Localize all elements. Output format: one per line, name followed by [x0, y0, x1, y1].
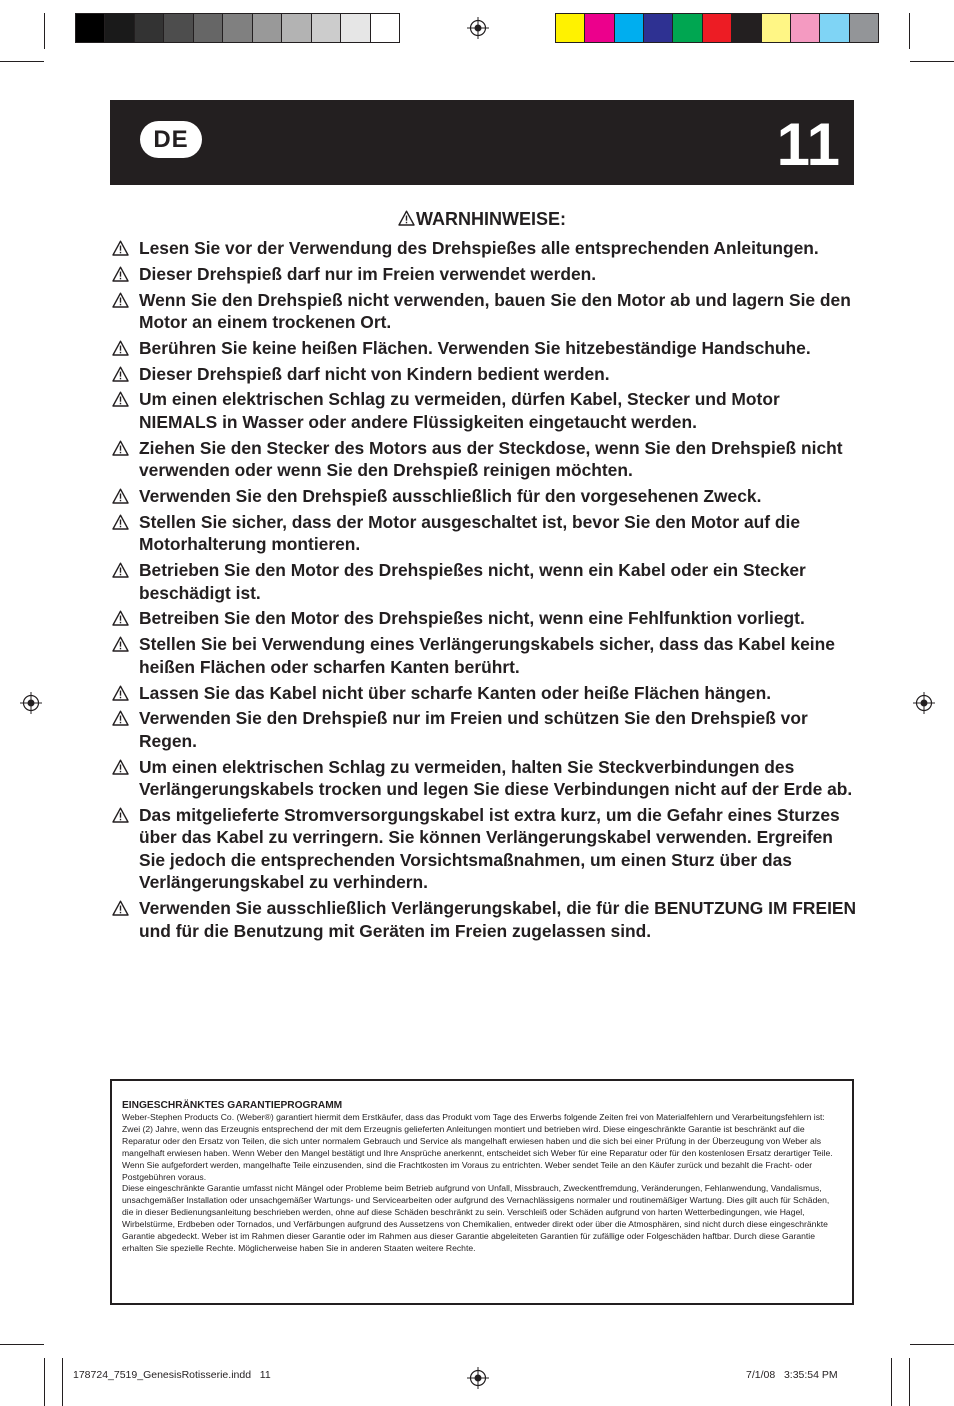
warning-item: [110, 263, 860, 286]
slug-timestamp: 7/1/08 3:35:54 PM: [746, 1369, 838, 1381]
warning-triangle-icon: [112, 488, 129, 504]
warning-text: Berühren Sie keine heißen Flächen. Verwenden Sie hitzebeständige Handschuhe.: [139, 337, 811, 358]
color-swatch: [850, 14, 878, 42]
color-swatch: [105, 14, 134, 42]
warning-triangle-icon: [112, 240, 129, 256]
warning-text: Lassen Sie das Kabel nicht über scharfe Kanten oder heiße Flächen hängen.: [139, 682, 772, 703]
warning-item: [110, 559, 860, 604]
page-header-band: [110, 100, 854, 185]
warning-triangle-icon: [112, 440, 129, 456]
registration-mark-icon: [913, 692, 935, 714]
warning-text: Dieser Drehspieß darf nur im Freien verwendet werden.: [139, 263, 597, 284]
registration-mark-icon: [467, 1367, 489, 1389]
warning-item: [110, 237, 860, 260]
color-swatch: [253, 14, 282, 42]
crop-mark: [910, 61, 954, 62]
warranty-paragraph: Diese eingeschränkte Garantie umfasst nicht Mängel oder Probleme beim Betrieb aufgrund von Unfall, Missbrauch, Zweckentfremdung, Veränderungen, Fehlanwendung, Vandalismus, unsachgemäßer Installation oder unsachgemäßer Wartungs- und Servicearbeiten oder aufgrund des Vernachlässigens normaler und routinemäßiger Wartung. Dies gilt auch für Schäden, die in dieser Bedienungsanleitung beschrieben werden, ohne auf diese Schäden beschränkt zu sein. Verschleiß oder Schäden aufgrund von harten Wetterbedingungen, wie Hagel, Wirbelstürme, Erdbeben oder Tornados, und Verfärbungen aufgrund des Aussetzens von Chemikalien, entweder direkt oder über die Atmosphären, sind nicht durch diese eingeschränkte Garantie abgedeckt. Weber ist im Rahmen dieser Garantie oder im Rahmen aus dieser Garantie abgeleiteten Garantien für zufällige oder Folgeschäden haftbar. Durch diese Garantie erhalten Sie spezielle Rechte. Möglicherweise haben Sie in anderen Staaten weitere Rechte.: [122, 1183, 830, 1253]
registration-mark-icon: [20, 692, 42, 714]
language-badge: DE: [140, 121, 202, 158]
warning-item: [110, 388, 860, 433]
slug-frame-line: [62, 1358, 63, 1406]
crop-mark: [44, 13, 45, 49]
crop-mark: [909, 13, 910, 49]
warning-text: Betreiben Sie den Motor des Drehspießes nicht, wenn eine Fehlfunktion vorliegt.: [139, 608, 805, 629]
color-swatch: [585, 14, 614, 42]
warning-triangle-icon: [112, 366, 129, 382]
warning-item: [110, 289, 860, 334]
color-swatch: [223, 14, 252, 42]
warning-triangle-icon: [112, 514, 129, 530]
warranty-title: EINGESCHRÄNKTES GARANTIEPROGRAMM: [122, 1100, 343, 1111]
warning-item: [110, 437, 860, 482]
color-swatch: [371, 14, 399, 42]
warning-triangle-icon: [112, 266, 129, 282]
crop-mark: [909, 1358, 910, 1406]
color-swatch: [673, 14, 702, 42]
color-swatch: [135, 14, 164, 42]
warning-text: Ziehen Sie den Stecker des Motors aus der Steckdose, wenn Sie den Drehspieß nicht verwenden oder wenn Sie den Drehspieß reinigen möchten.: [139, 437, 843, 481]
color-swatch: [820, 14, 849, 42]
warning-text: Wenn Sie den Drehspieß nicht verwenden, bauen Sie den Motor ab und lagern Sie den Motor an einem trockenen Ort.: [139, 289, 851, 333]
warning-text: Betrieben Sie den Motor des Drehspießes nicht, wenn ein Kabel oder ein Stecker beschädigt ist.: [139, 560, 806, 603]
warning-text: Verwenden Sie den Drehspieß nur im Freien und schützen Sie den Drehspieß vor Regen.: [139, 708, 808, 751]
slug-filename: 178724_7519_GenesisRotisserie.indd 11: [73, 1369, 271, 1381]
warning-text: Verwenden Sie ausschließlich Verlängerungskabel, die für die BENUTZUNG IM FREIEN und für die Benutzung mit Geräten im Freien zugelassen sind.: [139, 898, 857, 941]
crop-mark: [44, 1358, 45, 1406]
warning-item: [110, 485, 860, 508]
warning-triangle-icon: [112, 391, 129, 407]
color-swatch: [164, 14, 193, 42]
color-swatch: [341, 14, 370, 42]
color-swatch: [762, 14, 791, 42]
warning-triangle-icon: [112, 900, 129, 916]
warning-item: [110, 756, 860, 801]
color-swatch: [194, 14, 223, 42]
warning-text: Stellen Sie sicher, dass der Motor ausgeschaltet ist, bevor Sie den Motor auf die Motorhalterung montieren.: [139, 511, 801, 555]
warning-triangle-icon: [112, 610, 129, 626]
warning-item: [110, 804, 860, 894]
grayscale-strip: [75, 13, 400, 43]
warning-triangle-icon: [112, 759, 129, 775]
crop-mark: [0, 61, 44, 62]
warning-item: [110, 607, 860, 630]
warning-text: Das mitgelieferte Stromversorgungskabel ist extra kurz, um die Gefahr eines Sturzes über das Kabel zu verringern. Sie können Verlängerungskabel verwenden. Ergreifen Sie jedoch die entsprechenden Vorsichtsmaßnahmen, um einen Sturz über das Verlängerungskabel zu verhindern.: [139, 804, 840, 893]
color-swatch: [556, 14, 585, 42]
process-color-strip: [555, 13, 879, 43]
color-swatch: [703, 14, 732, 42]
page-number: 11: [776, 111, 840, 178]
warning-triangle-icon: [398, 210, 415, 226]
warning-item: [110, 707, 860, 752]
color-swatch: [644, 14, 673, 42]
warning-text: Lesen Sie vor der Verwendung des Drehspießes alle entsprechenden Anleitungen.: [139, 238, 819, 258]
warning-triangle-icon: [112, 636, 129, 652]
warning-item: [110, 897, 860, 942]
warning-triangle-icon: [112, 340, 129, 356]
warning-triangle-icon: [112, 807, 129, 823]
color-swatch: [312, 14, 341, 42]
warning-item: [110, 633, 860, 678]
color-swatch: [732, 14, 761, 42]
crop-mark: [0, 1344, 44, 1345]
crop-mark: [910, 1344, 954, 1345]
warning-item: [110, 511, 860, 556]
warnings-heading-text: WARNHINWEISE:: [416, 209, 566, 229]
warning-text: Um einen elektrischen Schlag zu vermeiden, halten Sie Steckverbindungen des Verlängerungskabels trocken und legen Sie diese Verbindungen nicht auf der Erde ab.: [139, 756, 853, 800]
warning-triangle-icon: [112, 292, 129, 308]
warnings-heading: [110, 208, 854, 230]
warning-item: [110, 363, 860, 386]
warning-triangle-icon: [112, 562, 129, 578]
warning-text: Verwenden Sie den Drehspieß ausschließlich für den vorgesehenen Zweck.: [139, 486, 762, 507]
registration-mark-icon: [467, 17, 489, 39]
warning-item: [110, 682, 860, 705]
warnings-list: [110, 237, 860, 946]
warning-text: Um einen elektrischen Schlag zu vermeiden, dürfen Kabel, Stecker und Motor NIEMALS in Wasser oder andere Flüssigkeiten eingetaucht werden.: [139, 389, 780, 432]
warning-triangle-icon: [112, 685, 129, 701]
warning-triangle-icon: [112, 710, 129, 726]
warning-item: [110, 337, 860, 360]
warning-text: Stellen Sie bei Verwendung eines Verlängerungskabels sicher, dass das Kabel keine heißen Flächen oder scharfen Kanten berührt.: [139, 634, 835, 677]
warranty-paragraph: Weber-Stephen Products Co. (Weber®) garantiert hiermit dem Erstkäufer, dass das Produkt vom Tage des Erwerbs folgende Zeiten frei von Materialfehlern und Verarbeitungsfehlern ist: Zwei (2) Jahre, wenn das Erzeugnis entsprechend der mit dem Erzeugnis gelieferten Anleitungen montiert und betrieben wird. Diese eingeschränkte Garantie ist beschränkt auf die Reparatur oder den Ersatz von Teilen, die sich unter normalem Gebrauch und Service als mangelhaft erwiesen haben und die sich bei einer Prüfung in der Überzeugung von Weber als mangelhaft erwiesen haben. Wenn Weber den Mangel bestätigt und Ihre Ansprüche anerkennt, entscheidet sich Weber für eine Reparatur oder für den kostenlosen Ersatz derartiger Teile. Wenn Sie aufgefordert werden, mangelhafte Teile einzusenden, sind die Frachtkosten im Voraus zu entrichten. Weber sendet Teile an den Käufer zurück und bezahlt die Fracht- oder Postgebühren voraus.: [122, 1112, 833, 1182]
color-swatch: [791, 14, 820, 42]
color-swatch: [76, 14, 105, 42]
warranty-box: [110, 1079, 854, 1305]
color-swatch: [282, 14, 311, 42]
color-swatch: [615, 14, 644, 42]
warning-text: Dieser Drehspieß darf nicht von Kindern bedient werden.: [139, 363, 610, 384]
slug-frame-line: [891, 1358, 892, 1406]
